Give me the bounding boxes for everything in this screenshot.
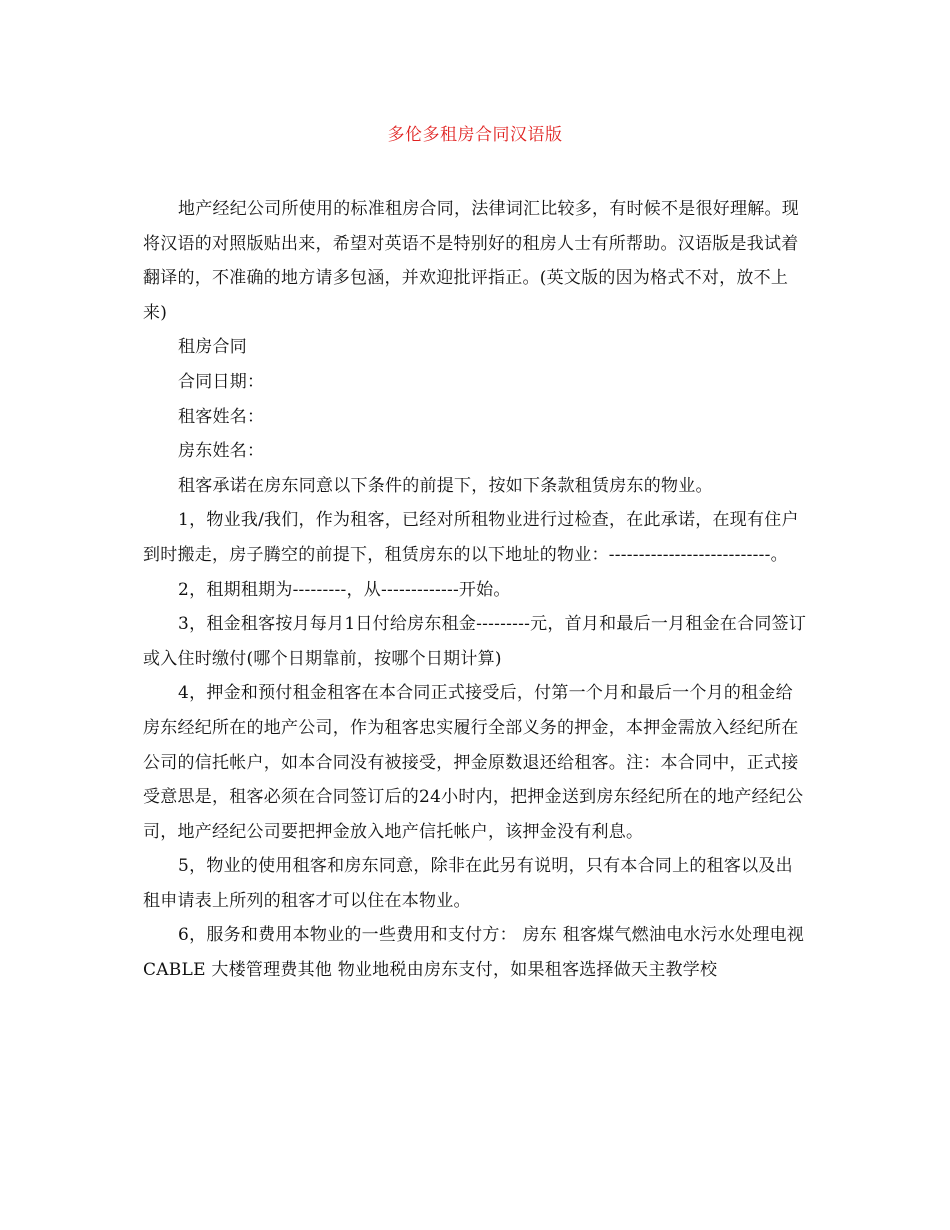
clause-5-use: 5，物业的使用租客和房东同意，除非在此另有说明，只有本合同上的租客以及出租申请表上所列的租客才可以住在本物业。 (143, 856, 793, 911)
landlord-name-line: 房东姓名： (178, 441, 265, 462)
tenant-commitment-paragraph: 租客承诺在房东同意以下条件的前提下，按如下条款租赁房东的物业。 (178, 475, 713, 496)
contract-date-line: 合同日期： (178, 371, 265, 392)
clause-6-services: 6，服务和费用本物业的一些费用和支付方： 房东 租客煤气燃油电水污水处理电视CABLE 大楼管理费其他 物业地税由房东支付，如果租客选择做天主教学校 (143, 925, 805, 981)
clause-3-rent: 3，租金租客按月每月1日付给房东租金---------元，首月和最后一月租金在合同签订或入住时缴付(哪个日期靠前，按哪个日期计算) (143, 614, 807, 669)
clause-4-deposit: 4，押金和预付租金租客在本合同正式接受后，付第一个月和最后一个月的租金给房东经纪所在的地产公司，作为租客忠实履行全部义务的押金，本押金需放入经纪所在公司的信托帐户，如本合同没有被接受，押金原数退还给租客。注：本合同中，正式接受意思是，租客必须在合同签订后的24小时内，把押金送到房东经纪所在的地产经纪公司，地产经纪公司要把押金放入地产信托帐户，该押金没有利息。 (143, 683, 804, 842)
clause-1-property: 1，物业我/我们，作为租客，已经对所租物业进行过检查，在此承诺，在现有住户到时搬走，房子腾空的前提下，租赁房东的以下地址的物业：---------------------------。 (143, 510, 799, 565)
document-title: 多伦多租房合同汉语版 (387, 125, 563, 145)
intro-paragraph: 地产经纪公司所使用的标准租房合同，法律词汇比较多，有时候不是很好理解。现将汉语的对照版贴出来，希望对英语不是特别好的租房人士有所帮助。汉语版是我试着翻译的，不准确的地方请多包涵，并欢迎批评指正。(英文版的因为格式不对，放不上来) (143, 199, 799, 323)
tenant-name-line: 租客姓名： (178, 406, 265, 427)
contract-heading: 租房合同 (178, 337, 247, 358)
document-body (143, 192, 807, 988)
clause-2-term: 2，租期租期为---------，从-------------开始。 (178, 579, 511, 600)
